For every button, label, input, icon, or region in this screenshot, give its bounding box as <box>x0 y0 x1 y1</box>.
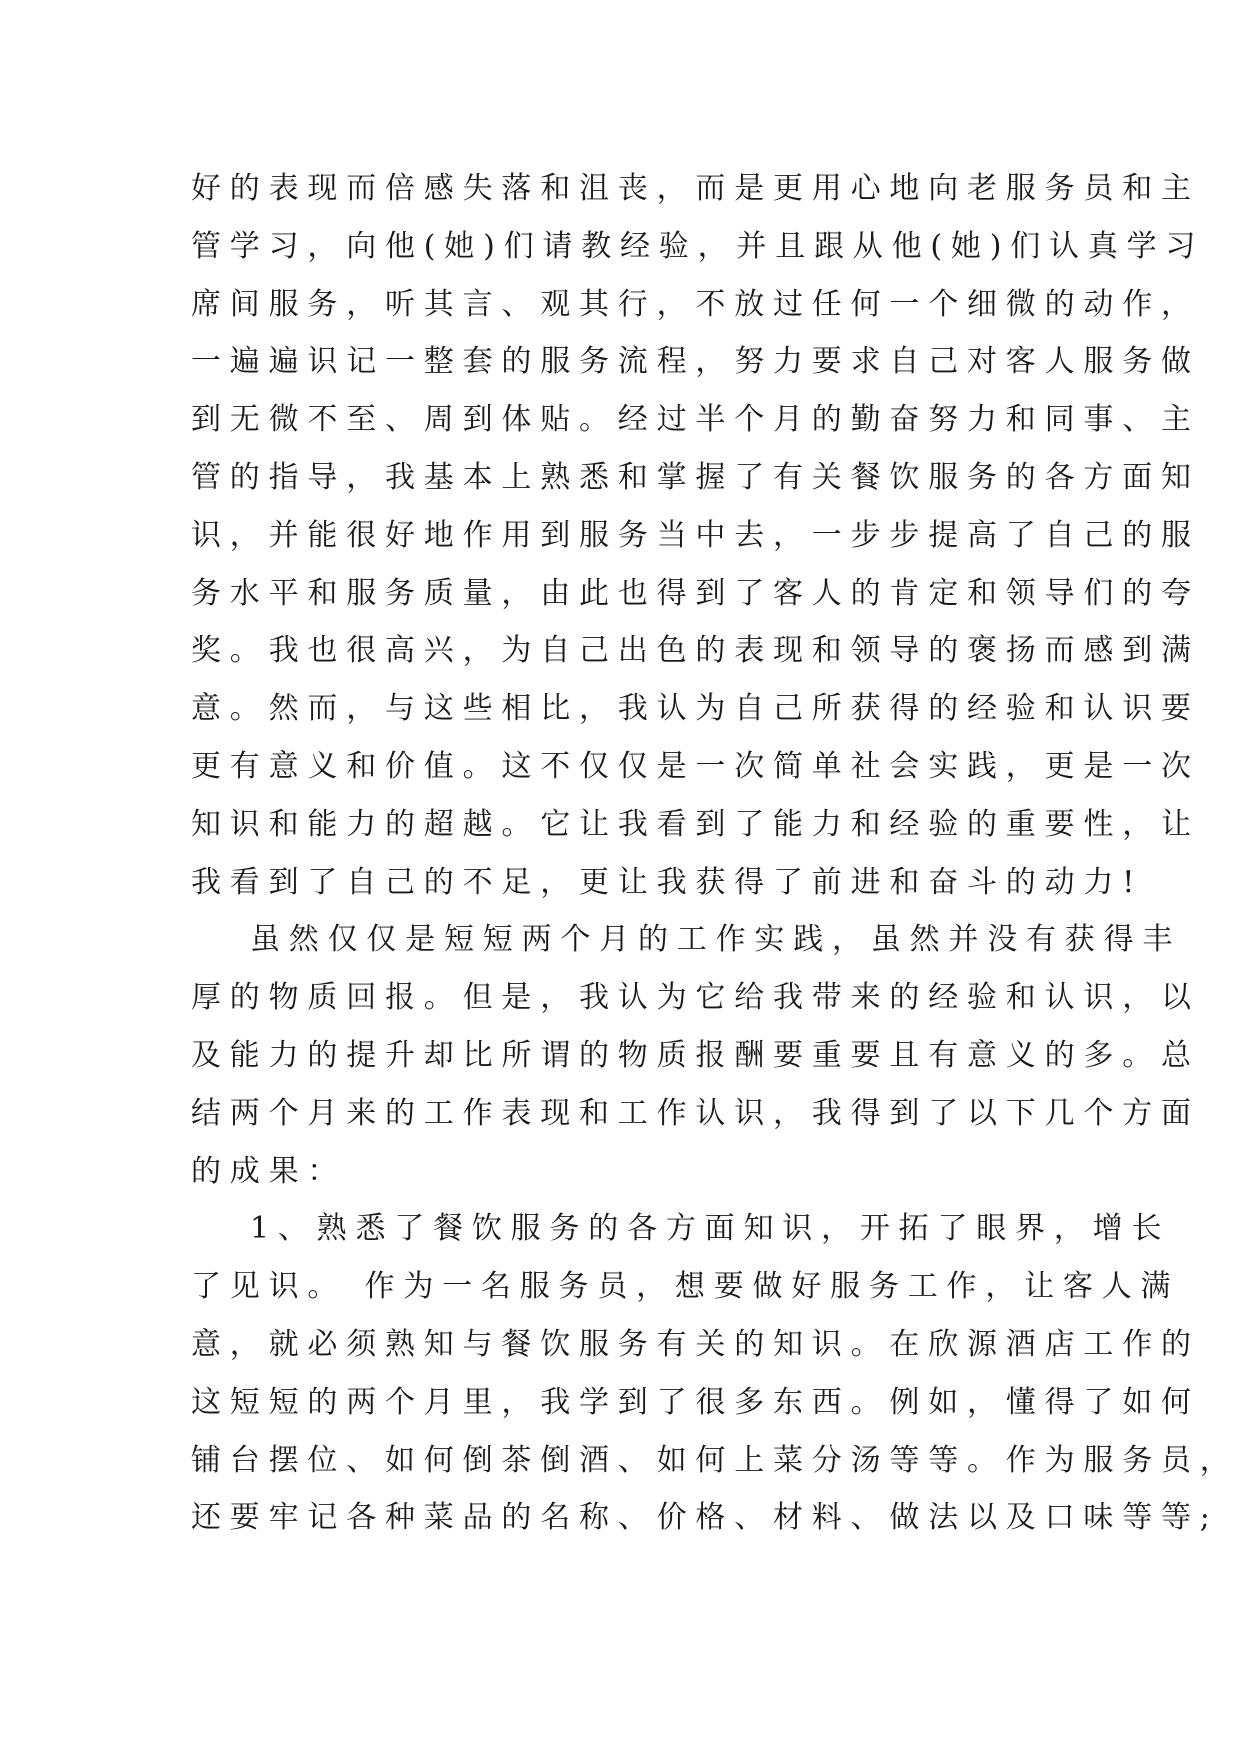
text-line: 到无微不至、周到体贴。经过半个月的勤奋努力和同事、主 <box>191 402 1200 438</box>
text-line: 这短短的两个月里，我学到了很多东西。例如，懂得了如何 <box>191 1384 1200 1420</box>
text-line: 管的指导，我基本上熟悉和掌握了有关餐饮服务的各方面知 <box>191 459 1200 495</box>
text-line: 席间服务，听其言、观其行，不放过任何一个细微的动作， <box>191 286 1200 322</box>
text-line: 奖。我也很高兴，为自己出色的表现和领导的褒扬而感到满 <box>191 633 1200 669</box>
text-line: 虽然仅仅是短短两个月的工作实践，虽然并没有获得丰 <box>250 922 1182 958</box>
text-line: 厚的物质回报。但是，我认为它给我带来的经验和认识，以 <box>191 980 1200 1016</box>
text-line: 结两个月来的工作表现和工作认识，我得到了以下几个方面 <box>191 1095 1200 1131</box>
document-body <box>191 160 1239 1547</box>
text-line: 了见识。 作为一名服务员，想要做好服务工作，让客人满 <box>191 1269 1180 1305</box>
paragraph <box>191 160 1205 911</box>
text-line: 的成果： <box>191 1153 347 1189</box>
text-line: 我看到了自己的不足，更让我获得了前进和奋斗的动力! <box>191 864 1144 900</box>
text-line: 好的表现而倍感失落和沮丧，而是更用心地向老服务员和主 <box>191 171 1200 206</box>
text-line: 铺台摆位、如何倒茶倒酒、如何上菜分汤等等。作为服务员， <box>191 1442 1239 1478</box>
text-line: 识，并能很好地作用到服务当中去，一步步提高了自己的服 <box>191 517 1200 553</box>
text-line: 1、熟悉了餐饮服务的各方面知识，开拓了眼界，增长 <box>250 1211 1171 1247</box>
text-line: 还要牢记各种菜品的名称、价格、材料、做法以及口味等等; <box>191 1500 1219 1536</box>
text-line: 及能力的提升却比所谓的物质报酬要重要且有意义的多。总 <box>191 1037 1200 1073</box>
paragraph <box>191 1200 1239 1547</box>
paragraph <box>191 911 1200 1200</box>
text-line: 知识和能力的超越。它让我看到了能力和经验的重要性，让 <box>191 806 1200 842</box>
text-line: 更有意义和价值。这不仅仅是一次简单社会实践，更是一次 <box>191 748 1200 784</box>
text-line: 务水平和服务质量，由此也得到了客人的肯定和领导们的夸 <box>191 575 1200 611</box>
text-line: 管学习，向他(她)们请教经验，并且跟从他(她)们认真学习 <box>191 228 1205 264</box>
text-line: 意。然而，与这些相比，我认为自己所获得的经验和认识要 <box>191 691 1200 727</box>
text-line: 意，就必须熟知与餐饮服务有关的知识。在欣源酒店工作的 <box>191 1326 1200 1362</box>
text-line: 一遍遍识记一整套的服务流程，努力要求自己对客人服务做 <box>191 344 1200 380</box>
